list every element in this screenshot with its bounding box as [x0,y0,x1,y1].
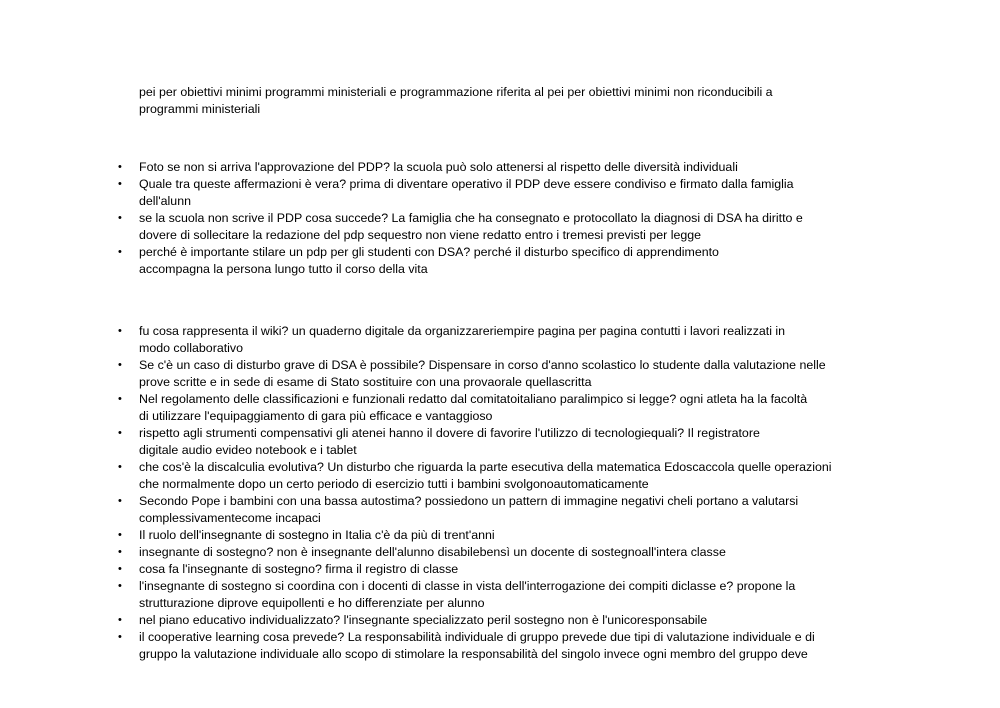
list-item-text: che cos'è la discalculia evolutiva? Un disturbo che riguarda la parte esecutiva della matematica Edoscaccola quelle operazioni che normalmente dopo un certo periodo di esercizio tutti i bambini svolgonoautomaticamente [139,460,832,491]
list-item-text: se la scuola non scrive il PDP cosa succede? La famiglia che ha consegnato e protocollato la diagnosi di DSA ha diritto e dovere di sollecitare la redazione del pdp sequestro non viene redatto entro i tremesi previsti per legge [139,211,803,242]
list-item [118,210,899,244]
list-item [118,323,899,357]
bullet-icon: • [118,631,122,643]
question-list-1 [118,159,899,278]
list-item-text: Nel regolamento delle classificazioni e funzionali redatto dal comitatoitaliano paralimpico si legge? ogni atleta ha la facoltà di utilizzare l'equipaggiamento di gara più efficace e vantaggioso [139,392,808,423]
question-list-2 [118,323,899,663]
list-item-text: fu cosa rappresenta il wiki? un quaderno digitale da organizzareriempire pagina per pagina contutti i lavori realizzati in modo collaborativo [139,324,786,355]
list-item-text: nel piano educativo individualizzato? l'insegnante specializzato peril sostegno non è l'unicoresponsabile [139,613,708,627]
list-item-text: Foto se non si arriva l'approvazione del PDP? la scuola può solo attenersi al rispetto delle diversità individuali [139,160,738,174]
list-item [118,612,899,629]
bullet-icon: • [118,580,122,592]
bullet-icon: • [118,325,122,337]
bullet-icon: • [118,563,122,575]
list-item-text: Se c'è un caso di disturbo grave di DSA è possibile? Dispensare in corso d'anno scolastico lo studente dalla valutazione nelle prove scritte e in sede di esame di Stato sostituire con una provaorale quellascritta [139,358,826,389]
bullet-icon: • [118,178,122,190]
list-item [118,391,899,425]
list-item-text: insegnante di sostegno? non è insegnante dell'alunno disabilebensì un docente di sostegnoall'intera classe [139,545,726,559]
list-item-text: Il ruolo dell'insegnante di sostegno in Italia c'è da più di trent'anni [139,528,495,542]
list-item [118,159,899,176]
bullet-icon: • [118,529,122,541]
list-item [118,544,899,561]
list-item [118,357,899,391]
list-item-text: l'insegnante di sostegno si coordina con i docenti di classe in vista dell'interrogazione dei compiti diclasse e? propone la strutturazione diprove equipollenti e ho differenziate per alunno [139,579,796,610]
bullet-icon: • [118,546,122,558]
list-item [118,493,899,527]
list-item [118,425,899,459]
list-item-text: cosa fa l'insegnante di sostegno? firma il registro di classe [139,562,459,576]
bullet-icon: • [118,212,122,224]
bullet-icon: • [118,246,122,258]
list-item-text: il cooperative learning cosa prevede? La responsabilità individuale di gruppo prevede due tipi di valutazione individuale e di gruppo la valutazione individuale allo scopo di stimolare la responsabilità del singolo invece ogni membro del gruppo deve [139,630,815,661]
list-item-text: Quale tra queste affermazioni è vera? prima di diventare operativo il PDP deve essere condiviso e firmato dalla famiglia dell'alunn [139,177,794,208]
list-item [118,244,899,278]
bullet-icon: • [118,427,122,439]
list-item-text: Secondo Pope i bambini con una bassa autostima? possiedono un pattern di immagine negativi cheli portano a valutarsi complessivamentecome incapaci [139,494,799,525]
list-item [118,561,899,578]
bullet-icon: • [118,161,122,173]
bullet-icon: • [118,359,122,371]
bullet-icon: • [118,461,122,473]
intro-paragraph: pei per obiettivi minimi programmi ministeriali e programmazione riferita al pei per obiettivi minimi non riconducibili a programmi ministeriali [139,85,773,116]
list-item [118,629,899,663]
list-item [118,459,899,493]
bullet-icon: • [118,393,122,405]
list-item [118,176,899,210]
list-item-text: rispetto agli strumenti compensativi gli atenei hanno il dovere di favorire l'utilizzo di tecnologiequali? Il registratore digitale audio evideo notebook e i tablet [139,426,760,457]
list-item [118,578,899,612]
bullet-icon: • [118,495,122,507]
list-item-text: perché è importante stilare un pdp per gli studenti con DSA? perché il disturbo specifico di apprendimento accompagna la persona lungo tutto il corso della vita [139,245,719,276]
bullet-icon: • [118,614,122,626]
list-item [118,527,899,544]
